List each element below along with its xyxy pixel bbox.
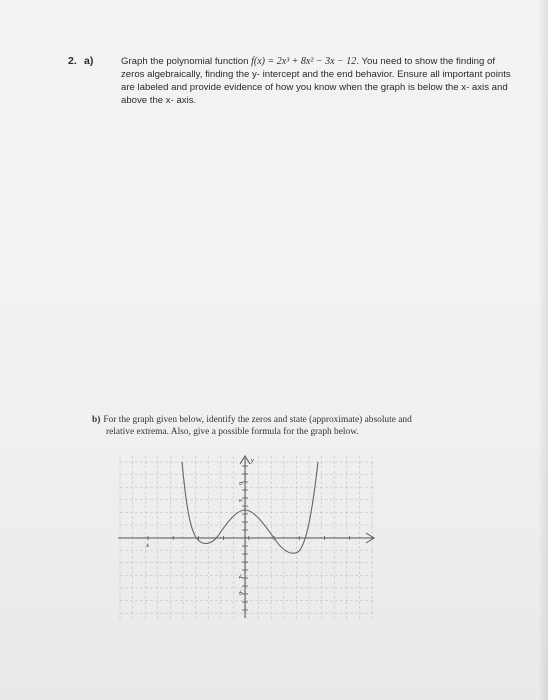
part-a-label: a): [84, 55, 94, 67]
x-tick-label: 4: [146, 543, 149, 549]
part-b-prompt: [92, 414, 492, 438]
y-tick-label-6: 6: [237, 482, 243, 485]
polynomial-graph: [118, 454, 380, 622]
part-a-prompt: [121, 55, 511, 107]
part-b-label: b): [92, 415, 101, 425]
part-b-line-2: relative extrema. Also, give a possible formula for the graph below.: [106, 427, 359, 437]
y-tick-label-neg-6: -6: [237, 590, 243, 595]
part-a-text-before: Graph the polynomial function: [121, 56, 252, 67]
part-a-text-after: . You need to show the finding of zeros algebraically, finding the y- intercept and the end behavior. Ensure all important points are labeled and provide evidence of how you know when the graph is below the x- axis and above the x- axis.: [121, 56, 511, 106]
y-tick-label-neg-4: -4: [237, 574, 243, 579]
polynomial-curve: [182, 462, 318, 553]
question-number: 2.: [68, 55, 77, 67]
polynomial-function: f(x) = 2x³ + 8x² − 3x − 12: [251, 56, 357, 67]
part-b-line-1: For the graph given below, identify the zeros and state (approximate) absolute and: [103, 415, 412, 425]
page-edge-shadow: [538, 0, 548, 700]
y-tick-label-4: 4: [237, 499, 243, 502]
y-axis-label: y: [251, 458, 254, 464]
